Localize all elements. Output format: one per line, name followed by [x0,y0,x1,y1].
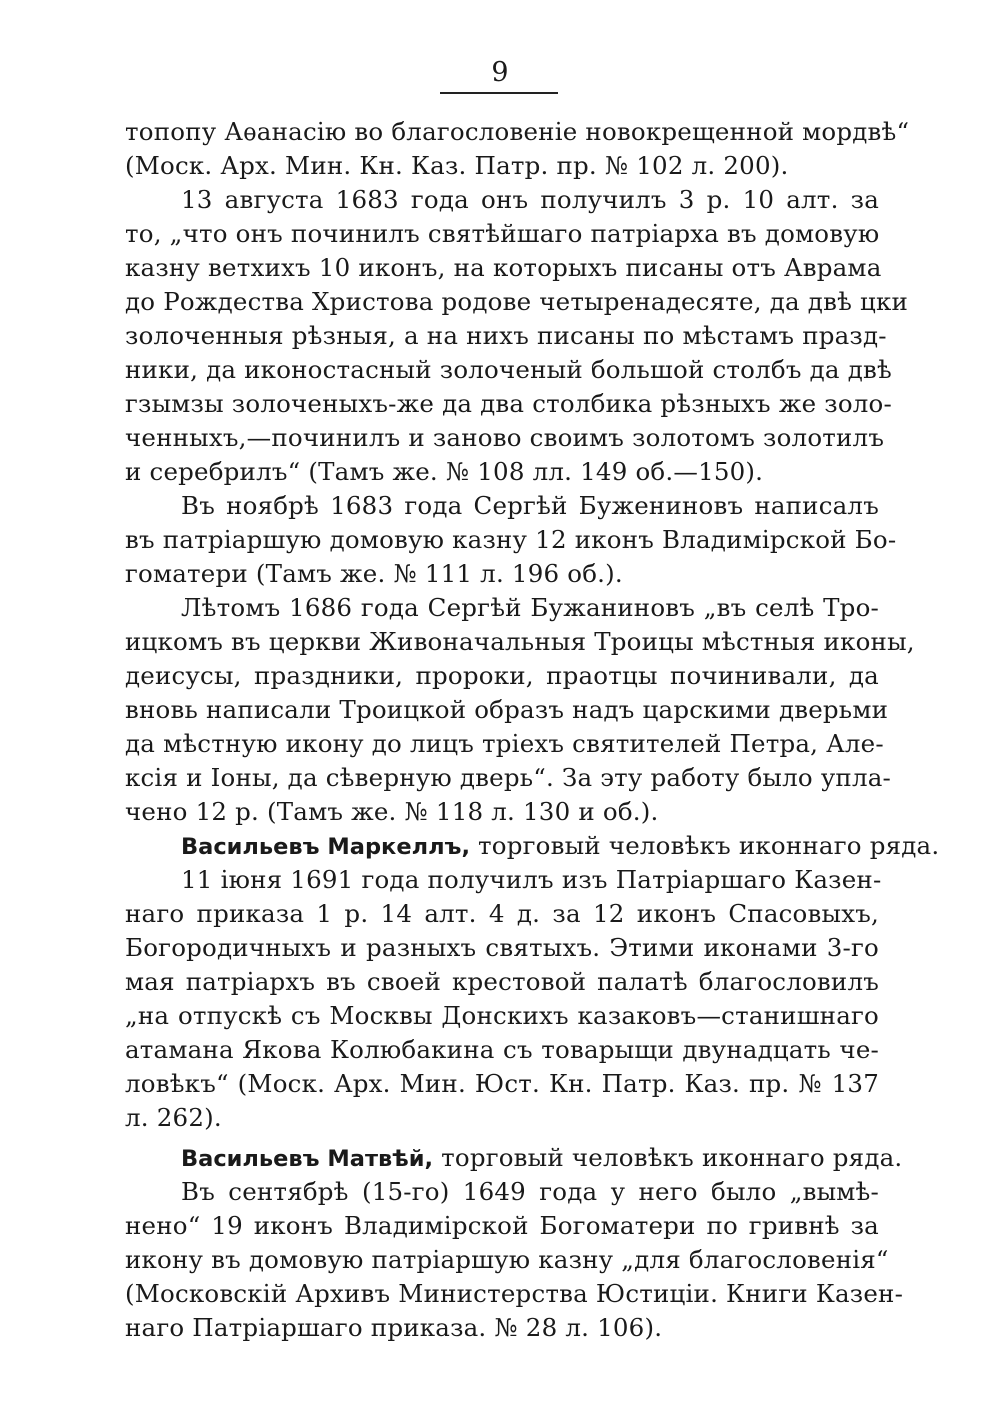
text-line: вновь написали Троицкой образъ надъ царскими дверьми [125,695,889,724]
text-line: ксія и Іоны, да сѣверную дверь“. За эту работу было упла- [125,763,892,792]
page-number: 9 [491,57,509,88]
entry-description: торговый человѣкъ иконнаго ряда. [441,1143,903,1172]
text-line: въ патріаршую домовую казну 12 иконъ Владимірской Бо- [125,525,897,554]
text-line: (Моск. Арх. Мин. Кн. Каз. Патр. пр. № 102 л. 200). [125,151,789,180]
text-line: деисусы, праздники, пророки, праотцы починивали, да [125,661,879,690]
text-line: чено 12 р. (Тамъ же. № 118 л. 130 и об.). [125,797,659,826]
entry-description: торговый человѣкъ иконнаго ряда. [478,831,940,860]
text-line: „на отпускѣ съ Москвы Донскихъ казаковъ—станишнаго [125,1001,879,1030]
text-line: л. 262). [125,1103,222,1132]
text-line: золоченныя рѣзныя, а на нихъ писаны по мѣстамъ празд- [125,321,887,350]
header-rule [440,92,558,94]
text-line: нено“ 19 иконъ Владимірской Богоматери по гривнѣ за [125,1211,879,1240]
entry-heading-line [181,1140,903,1176]
text-line: икону въ домовую патріаршую казну „для благословенія“ [125,1245,889,1274]
text-line: ники, да иконостасный золоченый большой столбъ да двѣ [125,355,892,384]
text-line: до Рождества Христова родове четыренадесяте, да двѣ цки [125,287,909,316]
text-line: наго приказа 1 р. 14 алт. 4 д. за 12 иконъ Спасовыхъ, [125,899,879,928]
text-line: гоматери (Тамъ же. № 111 л. 196 об.). [125,559,623,588]
text-line: 13 августа 1683 года онъ получилъ 3 р. 10 алт. за [181,185,879,214]
text-line: 11 іюня 1691 года получилъ изъ Патріаршаго Казен- [181,865,882,894]
text-line: атамана Якова Колюбакина съ товарыщи двунадцать че- [125,1035,879,1064]
text-line: ловѣкъ“ (Моск. Арх. Мин. Юст. Кн. Патр. Каз. пр. № 137 [125,1069,879,1098]
text-line: Лѣтомъ 1686 года Сергѣй Бужаниновъ „въ селѣ Тро- [181,593,879,622]
text-line: мая патріархъ въ своей крестовой палатѣ благословилъ [125,967,879,996]
entry-name-markell: Васильевъ Маркеллъ, [181,834,471,860]
text-line: ченныхъ,—починилъ и заново своимъ золотомъ золотилъ [125,423,885,452]
text-line: топопу Аѳанасію во благословеніе новокрещенной мордвѣ“ [125,117,910,146]
entry-heading-line [181,828,940,864]
text-line: казну ветхихъ 10 иконъ, на которыхъ писаны отъ Аврама [125,253,882,282]
text-line: Въ сентябрѣ (15-го) 1649 года у него было „вымѣ- [181,1177,879,1206]
text-line: Въ ноябрѣ 1683 года Сергѣй Бужениновъ написалъ [181,491,879,520]
text-line: Богородичныхъ и разныхъ святыхъ. Этими иконами 3-го [125,933,879,962]
text-line: да мѣстную икону до лицъ тріехъ святителей Петра, Але- [125,729,884,758]
text-line: наго Патріаршаго приказа. № 28 л. 106). [125,1313,663,1342]
text-line: (Московскій Архивъ Министерства Юстиціи. Книги Казен- [125,1279,904,1308]
entry-name-matvei: Васильевъ Матвѣй, [181,1146,434,1172]
text-line: то, „что онъ починилъ святѣйшаго патріарха въ домовую [125,219,880,248]
text-line: и серебрилъ“ (Тамъ же. № 108 лл. 149 об.—150). [125,457,764,486]
text-line: гзымзы золоченыхъ-же да два столбика рѣзныхъ же золо- [125,389,892,418]
text-line: ицкомъ въ церкви Живоначальныя Троицы мѣстныя иконы, [125,627,915,656]
